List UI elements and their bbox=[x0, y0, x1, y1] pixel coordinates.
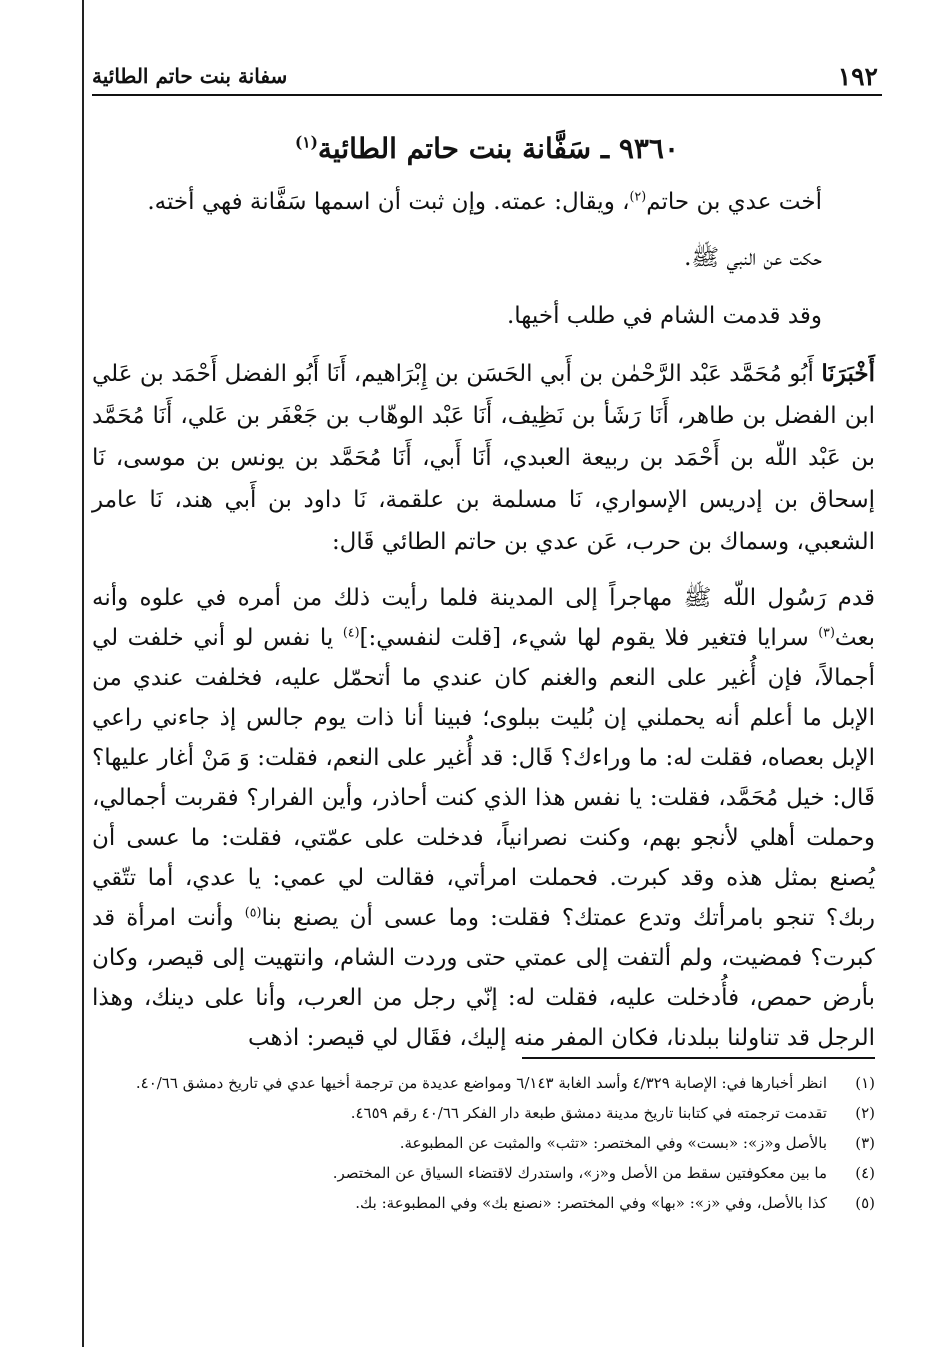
narrative-part-2: سرايا فتغير فلا يقوم لها شيء، [قلت لنفسي:] bbox=[359, 625, 819, 651]
footnote-text: بالأصل و«ز»: «بست» وفي المختصر: «تثب» والمثبت عن المطبوعة. bbox=[399, 1134, 827, 1152]
intro-line-2: حكت عن النبي ﷺ. bbox=[684, 245, 822, 271]
narrative-part-4: وأنت امرأة قد كبرت؟ فمضيت، ولم ألتفت إلى عمتي حتى وردت الشام، وانتهيت إلى قيصر، وكان بأرض حمص، فأُدخلت عليه، فقلت له: إنّي رجل من العرب، وأنا على دينك، وهذا الرجل قد تناولنا ببلدنا، فكان المفر منه إليك، فقَال لي قيصر: اذهب bbox=[92, 905, 875, 1051]
narrative-part-3: يا نفس لو أني خلفت لي أجمالاً، فإن أُغير على النعم والغنم كان عندي ما أتحمّل عليه، فخلفت عندي من الإبل ما أعلم أنه يحملني إن بُليت ببلوى؛ فبينا أنا ذات يوم جالس إذ جاءني راعي الإبل بعصاه، فقلت له: ما وراءك؟ قَال: قد أُغير على النعم، فقلت: وَ مَنْ أغار عليها؟ قَال: خيل مُحَمَّد، فقلت: يا نفس هذا الذي كنت أحاذر، وأين الفرار؟ فقربت أجمالي، وحملت أهلي لأنجو بهم، وكنت نصرانياً، فدخلت على عمّتي، فقلت: ما عسى أن يُصنع بمثل هذه وقد كبرت. فحملت امرأتي، فقالت لي عمي: يا عدي، أما تتّقي ربك؟ تنجو بامرأتك وتدع عمتك؟ فقلت: وما عسى أن يصنع بنا bbox=[92, 625, 875, 931]
footnote-number: (١) bbox=[855, 1074, 875, 1092]
page-header bbox=[92, 62, 882, 94]
footnote-text: انظر أخبارها في: الإصابة ٤/٣٢٩ وأسد الغابة ٦/١٤٣ ومواضع عديدة من ترجمة أخيها عدي في تاريخ دمشق ٤٠/٦٦. bbox=[135, 1074, 827, 1092]
isnad-text: أَبُو مُحَمَّد عَبْد الرَّحْمٰن بن أَبي الحَسَن بن إِبْرَاهيم، أَنَا أَبُو الفضل أَحْمَد بن عَلي ابن الفضل بن طاهر، أَنَا رَشَأ بن نَظِيف، أَنَا عَبْد الوهّاب بن جَعْفَر بن عَلي، أَنَا مُحَمَّد بن عَبْد اللّه بن أَحْمَد بن ربيعة العبدي، أَنَا أَبي، أَنَا مُحَمَّد بن يونس بن موسى، نَا إسحاق بن إدريس الإسواري، نَا مسلمة بن علقمة، نَا داود بن أَبي هند، نَا عامر الشعبي، وسماك بن حرب، عَن عدي بن حاتم الطائي قَال: bbox=[92, 361, 875, 555]
footnote-text: تقدمت ترجمته في كتابنا تاريخ مدينة دمشق طبعة دار الفكر ٤٠/٦٦ رقم ٤٦٥٩. bbox=[350, 1104, 827, 1122]
footnote-item bbox=[92, 1188, 875, 1218]
footnote-item bbox=[92, 1098, 875, 1128]
footnote-ref-3: (٣) bbox=[818, 624, 835, 640]
isnad-lead-word: أَخْبَرَنَا bbox=[821, 360, 875, 387]
running-title: سفانة بنت حاتم الطائية bbox=[92, 64, 288, 88]
footnote-item bbox=[92, 1128, 875, 1158]
narrative-paragraph bbox=[92, 578, 875, 1058]
book-page bbox=[92, 50, 882, 1340]
footnote-divider bbox=[522, 1057, 875, 1059]
page-number: ١٩٢ bbox=[837, 62, 878, 91]
footnote-ref-1: (١) bbox=[294, 133, 318, 152]
footnote-ref-5: (٥) bbox=[244, 904, 262, 920]
footnote-item bbox=[92, 1158, 875, 1188]
footnote-number: (٢) bbox=[855, 1104, 875, 1122]
footnote-number: (٣) bbox=[855, 1134, 875, 1152]
footnote-text: ما بين معكوفتين سقط من الأصل و«ز»، واستدرك لاقتضاء السياق عن المختصر. bbox=[332, 1164, 827, 1182]
footnote-number: (٥) bbox=[855, 1194, 875, 1212]
header-divider bbox=[92, 94, 882, 96]
isnad-paragraph bbox=[92, 353, 875, 563]
footnote-ref-2: (٢) bbox=[629, 188, 647, 204]
intro-line-1 bbox=[122, 190, 822, 215]
intro-line-3: وقد قدمت الشام في طلب أخيها. bbox=[506, 303, 822, 329]
narrative-part-1: قدم رَسُول اللّه ﷺ مهاجراً إلى المدينة فلما رأيت ذلك من أمره في علوه وأنه بعث bbox=[92, 585, 875, 651]
footnotes bbox=[92, 1068, 875, 1218]
footnote-number: (٤) bbox=[855, 1164, 875, 1182]
entry-title-text: ٩٣٦٠ ـ سَفَّانة بنت حاتم الطائية bbox=[317, 132, 679, 165]
footnote-text: كذا بالأصل، وفي «ز»: «بها» وفي المختصر: «نصنع بك» وفي المطبوعة: بك. bbox=[355, 1194, 827, 1212]
intro-line-1-a: أخت عدي بن حاتم bbox=[646, 189, 822, 215]
footnote-item bbox=[92, 1068, 875, 1098]
entry-title bbox=[92, 132, 882, 165]
scan-page-edge bbox=[82, 0, 84, 1347]
intro-line-1-b: ، ويقال: عمته. وإن ثبت أن اسمها سَفَّانة فهي أخته. bbox=[147, 189, 630, 215]
footnote-ref-4: (٤) bbox=[342, 624, 360, 640]
